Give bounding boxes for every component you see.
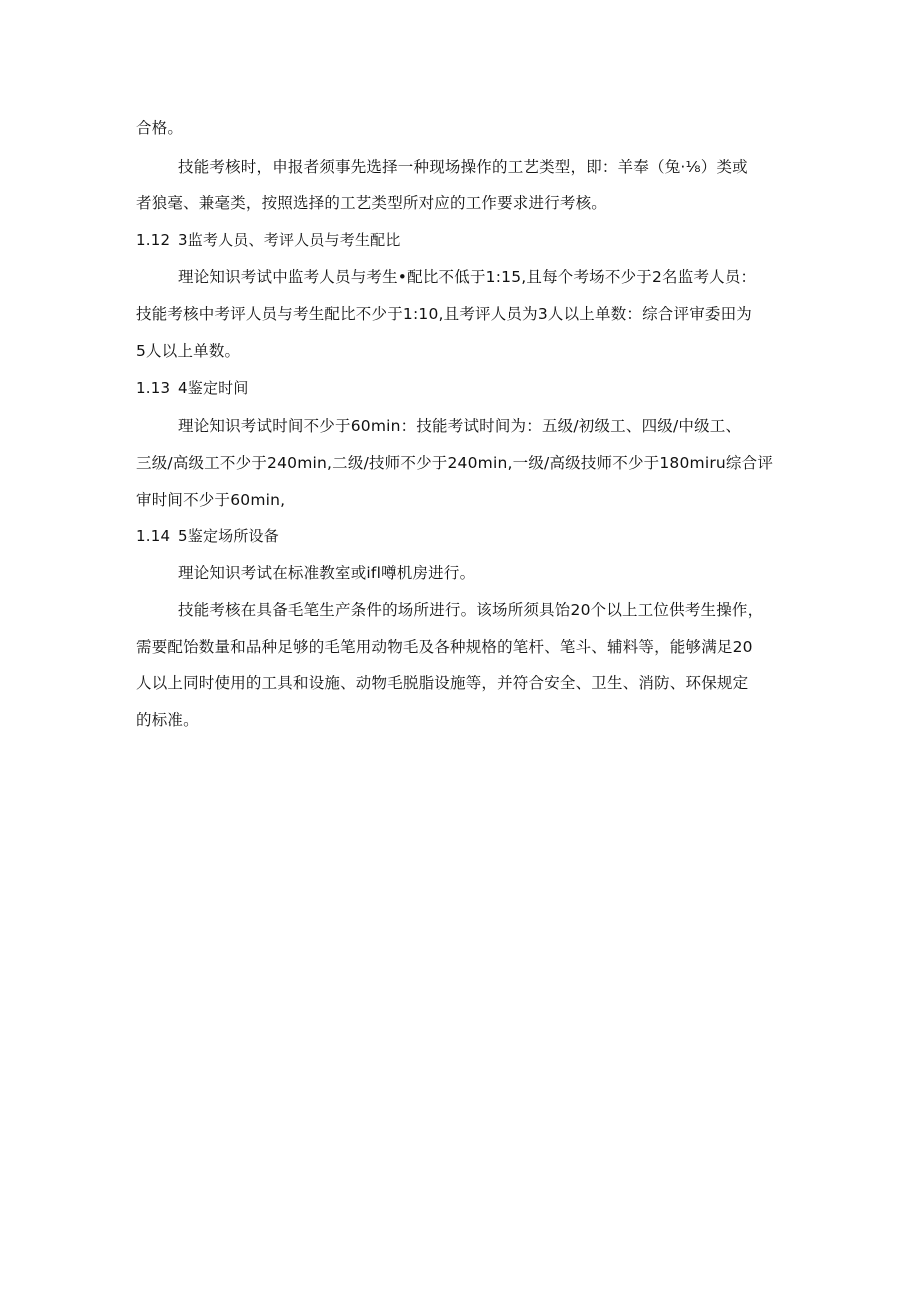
section-heading-1-14 xyxy=(136,526,279,546)
section-title: 5鉴定场所设备 xyxy=(178,527,279,545)
paragraph-line: 理论知识考试在标准教室或ifl噂机房进行。 xyxy=(178,564,476,582)
section-title: 4鉴定时间 xyxy=(178,379,249,397)
paragraph-line: 技能考核在具备毛笔生产条件的场所进行。该场所须具饴20个以上工位供考生操作， xyxy=(178,601,764,619)
paragraph-line: 人以上同时使用的工具和设施、动物毛脱脂设施等，并符合安全、卫生、消防、环保规定 xyxy=(136,674,749,692)
paragraph-line: 5人以上单数。 xyxy=(136,342,241,360)
paragraph-line: 理论知识考试中监考人员与考生•配比不低于1:15,且每个考场不少于2名监考人员： xyxy=(178,268,757,286)
section-number: 1.12 xyxy=(136,231,171,249)
paragraph-line: 技能考核中考评人员与考生配比不少于1:10,且考评人员为3人以上单数：综合评审委田为 xyxy=(136,305,752,323)
section-title: 3监考人员、考评人员与考生配比 xyxy=(178,231,401,249)
paragraph-line: 三级/高级工不少于240min,二级/技师不少于240min,一级/高级技师不少于180miru综合评 xyxy=(136,454,774,472)
section-number: 1.14 xyxy=(136,527,171,545)
paragraph-line: 需要配饴数量和品种足够的毛笔用动物毛及各种规格的笔杆、笔斗、辅料等，能够满足20 xyxy=(136,638,753,656)
paragraph-line: 合格。 xyxy=(136,119,184,137)
paragraph-line: 理论知识考试时间不少于60min：技能考试时间为：五级/初级工、四级/中级工、 xyxy=(178,417,742,435)
section-heading-1-13 xyxy=(136,378,249,398)
paragraph-line: 技能考核时，申报者须事先选择一种现场操作的工艺类型，即：羊奉（兔·⅛）类或 xyxy=(178,158,748,176)
paragraph-line: 审时间不少于60min, xyxy=(136,491,286,509)
section-heading-1-12 xyxy=(136,230,401,250)
paragraph-line: 的标准。 xyxy=(136,711,199,729)
paragraph-line: 者狼毫、兼毫类，按照选择的工艺类型所对应的工作要求进行考核。 xyxy=(136,194,608,212)
section-number: 1.13 xyxy=(136,379,171,397)
